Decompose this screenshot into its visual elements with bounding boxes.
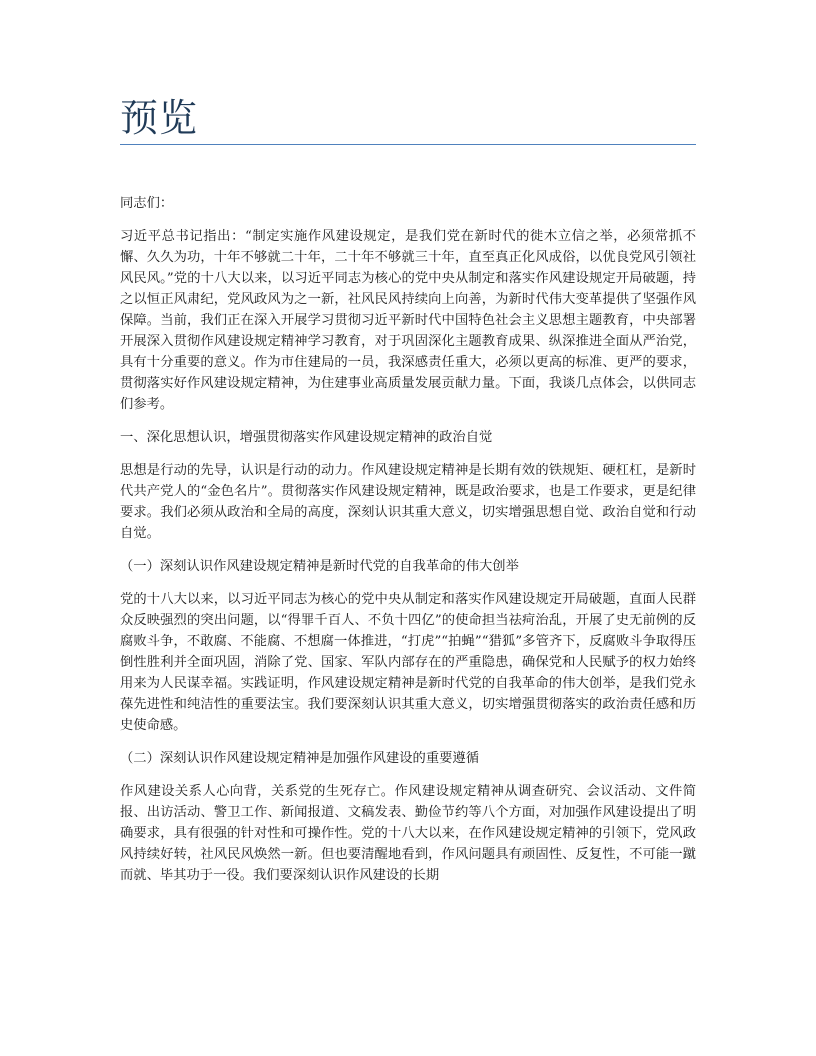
subsection-heading-2: （二）深刻认识作风建设规定精神是加强作风建设的重要遵循 (120, 751, 480, 766)
document-body (120, 193, 696, 886)
page-title: 预览 (120, 96, 199, 140)
greeting: 同志们： (120, 196, 174, 211)
title-divider (120, 144, 696, 145)
paragraph-section-1: 思想是行动的先导，认识是行动的动力。作风建设规定精神是长期有效的铁规矩、硬杠杠，是新时代共产党人的“金色名片”。贯彻落实作风建设规定精神，既是政治要求，也是工作要求，更是纪律要求。我们必须从政治和全局的高度，深刻认识其重大意义，切实增强思想自觉、政治自觉和行动自觉。 (120, 463, 696, 541)
paragraph-intro: 习近平总书记指出：“制定实施作风建设规定，是我们党在新时代的徙木立信之举，必须常抓不懈、久久为功，十年不够就二十年，二十年不够就三十年，直至真正化风成俗，以优良党风引领社风民风。”党的十八大以来，以习近平同志为核心的党中央从制定和落实作风建设规定开局破题，持之以恒正风肃纪，党风政风为之一新，社风民风持续向上向善，为新时代伟大变革提供了坚强作风保障。当前，我们正在深入开展学习贯彻习近平新时代中国特色社会主义思想主题教育，中央部署开展深入贯彻作风建设规定精神学习教育，对于巩固深化主题教育成果、纵深推进全面从严治党，具有十分重要的意义。作为市住建局的一员，我深感责任重大，必须以更高的标准、更严的要求，贯彻落实好作风建设规定精神，为住建事业高质量发展贡献力量。下面，我谈几点体会，以供同志们参考。 (120, 229, 696, 412)
document-page (120, 0, 696, 898)
subsection-heading-1: （一）深刻认识作风建设规定精神是新时代党的自我革命的伟大创举 (120, 559, 519, 574)
section-heading-1: 一、深化思想认识，增强贯彻落实作风建设规定精神的政治自觉 (120, 430, 493, 445)
paragraph-subsection-2: 作风建设关系人心向背，关系党的生死存亡。作风建设规定精神从调查研究、会议活动、文件简报、出访活动、警卫工作、新闻报道、文稿发表、勤俭节约等八个方面，对加强作风建设提出了明确要求，具有很强的针对性和可操作性。党的十八大以来，在作风建设规定精神的引领下，党风政风持续好转，社风民风焕然一新。但也要清醒地看到，作风问题具有顽固性、反复性，不可能一蹴而就、毕其功于一役。我们要深刻认识作风建设的长期 (120, 784, 696, 883)
paragraph-subsection-1: 党的十八大以来，以习近平同志为核心的党中央从制定和落实作风建设规定开局破题，直面人民群众反映强烈的突出问题，以“得罪千百人、不负十四亿”的使命担当祛疴治乱，开展了史无前例的反腐败斗争，不敢腐、不能腐、不想腐一体推进，“打虎”“拍蝇”“猎狐”多管齐下，反腐败斗争取得压倒性胜利并全面巩固，消除了党、国家、军队内部存在的严重隐患，确保党和人民赋予的权力始终用来为人民谋幸福。实践证明，作风建设规定精神是新时代党的自我革命的伟大创举，是我们党永葆先进性和纯洁性的重要法宝。我们要深刻认识其重大意义，切实增强贯彻落实的政治责任感和历史使命感。 (120, 592, 696, 733)
